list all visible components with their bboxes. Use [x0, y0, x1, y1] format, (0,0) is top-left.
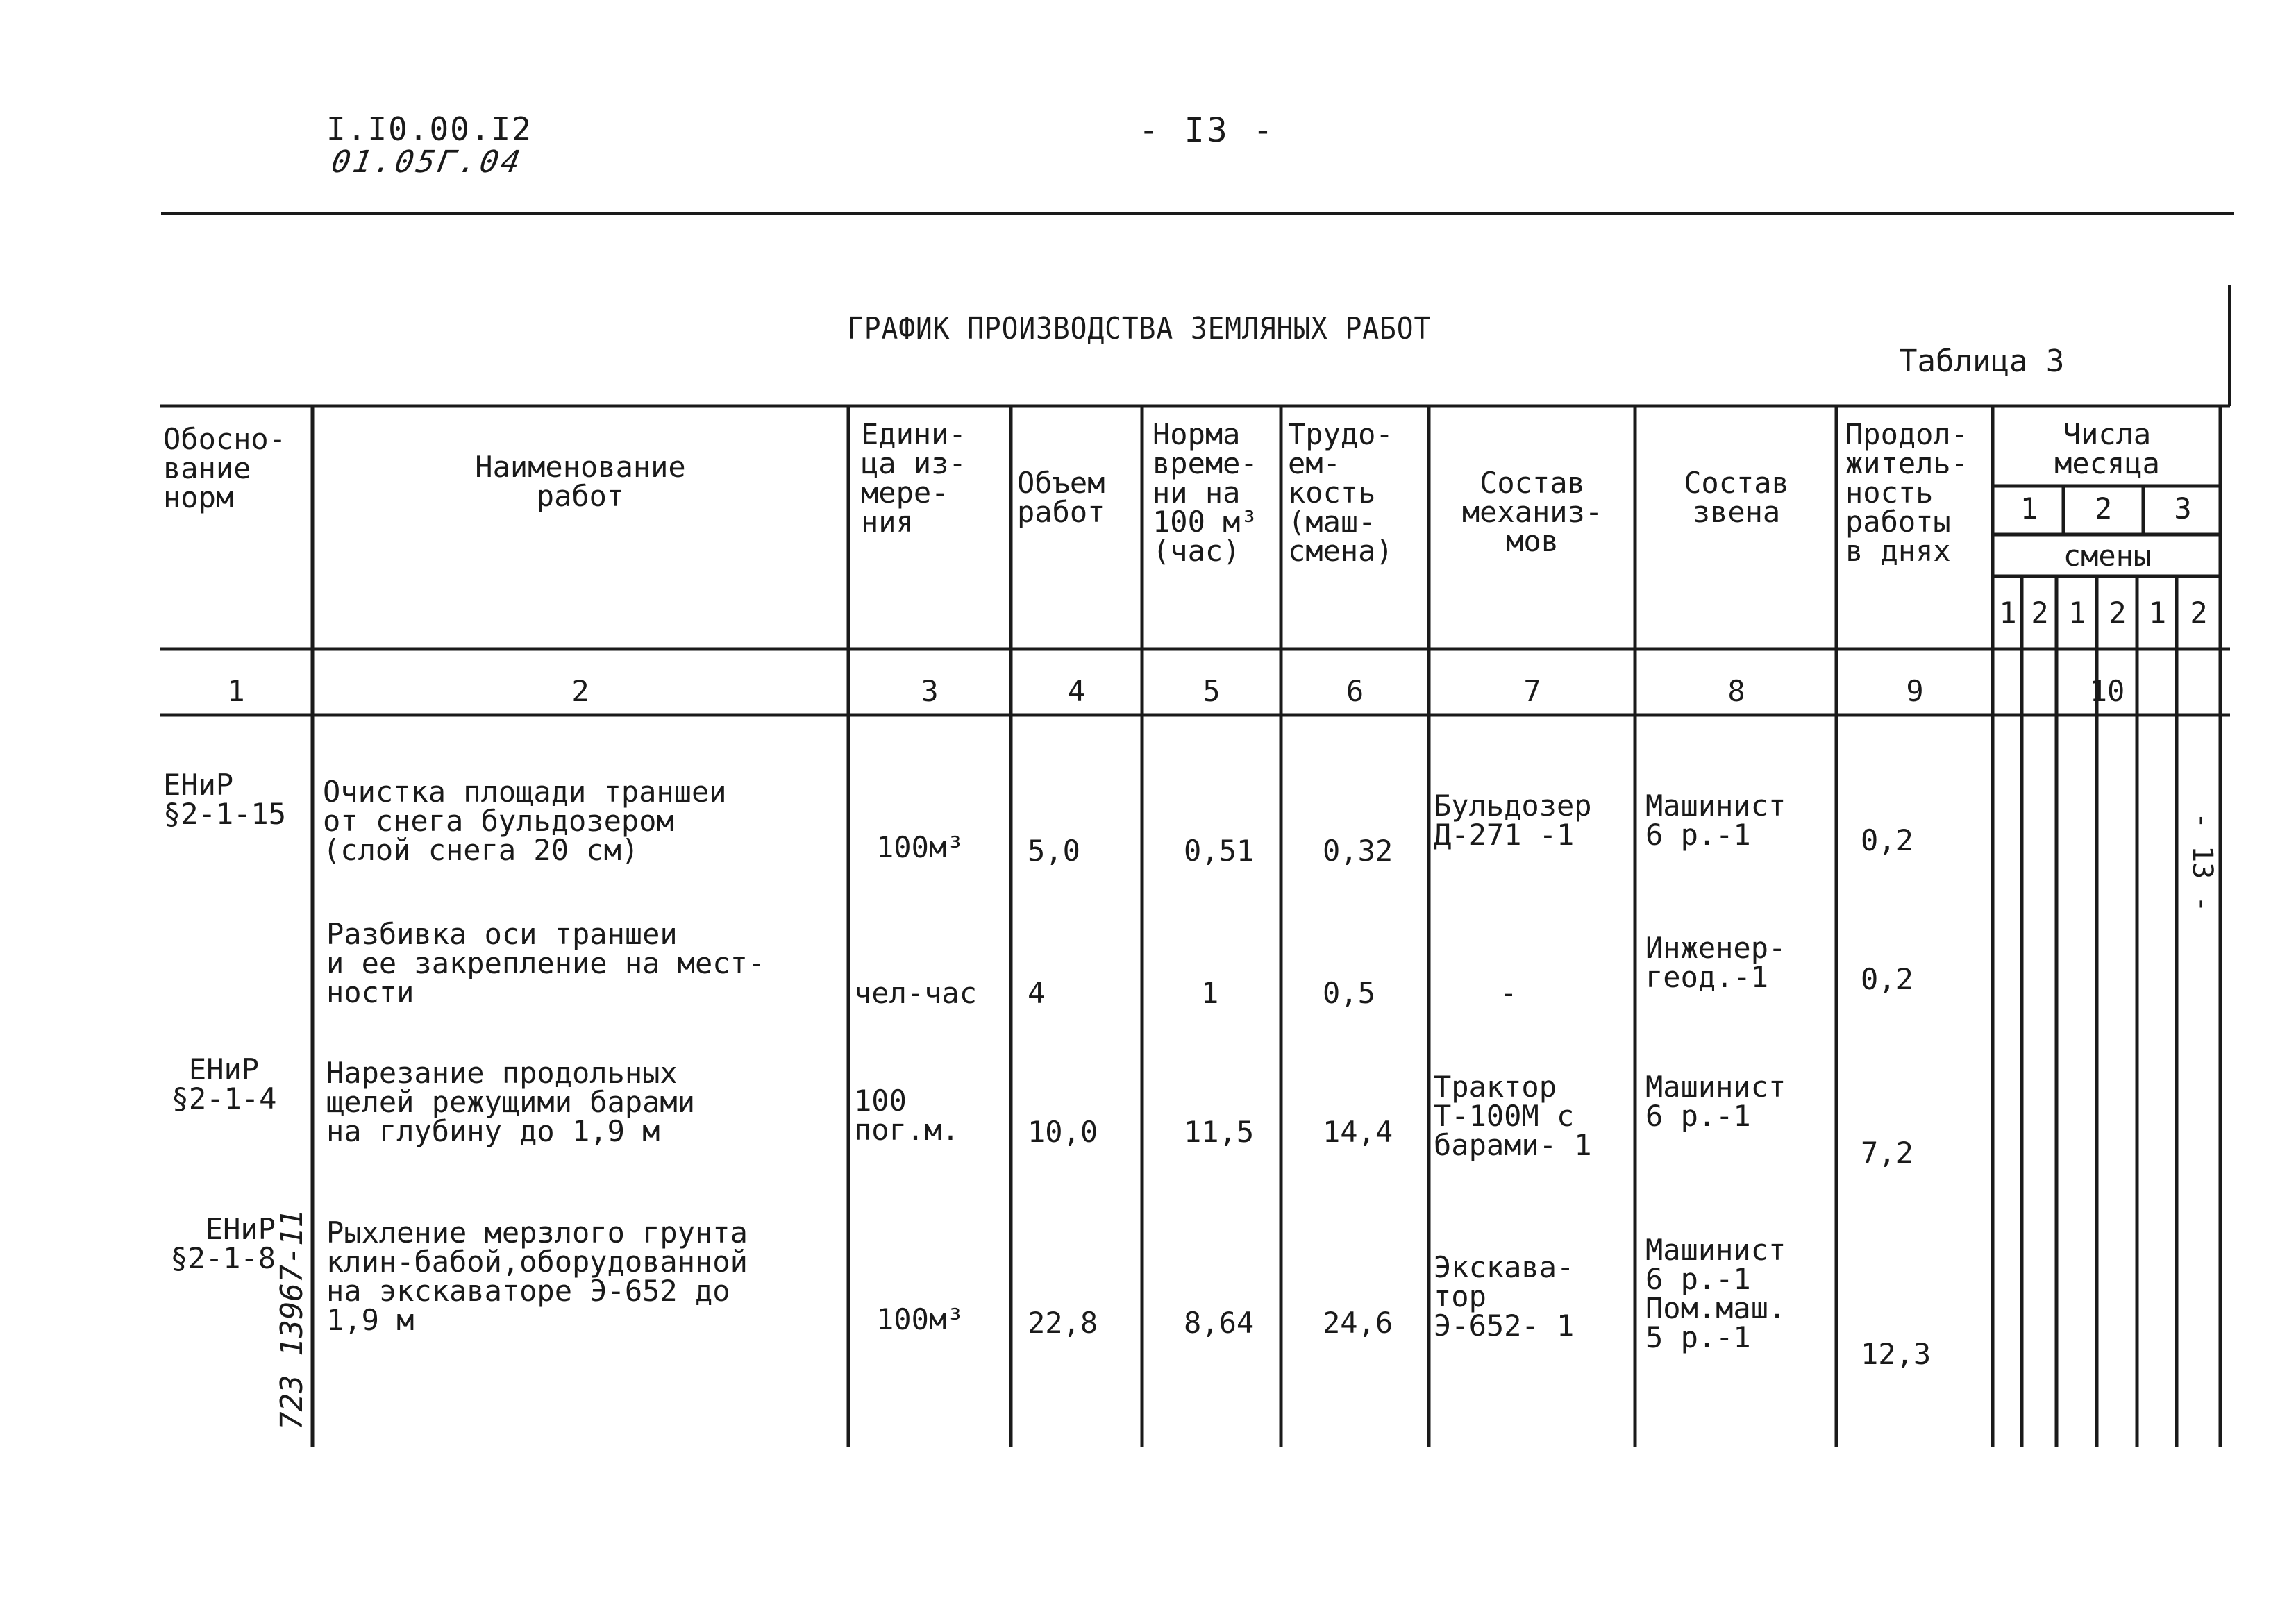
shift-1-2: 2 — [2031, 596, 2049, 630]
row1-machines: Бульдозер Д-271 -1 — [1434, 789, 1592, 852]
header-machines: Состав механиз- мов — [1461, 466, 1603, 558]
margin-page-number: - 13 - — [2186, 812, 2218, 913]
header-labor: Трудо- ем- кость (маш- смена) — [1288, 417, 1393, 568]
header-duration: Продол- житель- ность работы в днях — [1845, 417, 1969, 568]
row4-duration: 12,3 — [1861, 1337, 1932, 1371]
row4-basis: ЕНиР §2-1-8 — [170, 1212, 276, 1275]
right-margin-rule — [2228, 285, 2231, 406]
row1-duration: 0,2 — [1861, 823, 1913, 857]
column-number-1: 1 — [227, 674, 245, 708]
row2-duration: 0,2 — [1861, 962, 1913, 996]
handwritten-code: 01.05Г.04 — [328, 144, 526, 180]
row4-name: Рыхление мерзлого грунта клин-бабой,оборудованной на экскаваторе Э-652 до 1,9 м — [326, 1216, 748, 1337]
row4-norm: 8,64 — [1184, 1306, 1255, 1340]
row2-unit: чел-час — [854, 976, 978, 1010]
column-number-2: 2 — [571, 674, 589, 708]
row3-basis: ЕНиР §2-1-4 — [171, 1052, 277, 1116]
shifts-label: смены — [2063, 539, 2152, 573]
row1-unit: 100м³ — [876, 830, 964, 864]
table-label: Таблица 3 — [1899, 344, 2065, 379]
header-month-days: Числа месяца — [2054, 417, 2160, 480]
day-2: 2 — [2094, 491, 2113, 525]
row3-unit: 100 пог.м. — [854, 1084, 960, 1147]
row1-norm: 0,51 — [1184, 834, 1255, 868]
row3-labor: 14,4 — [1323, 1115, 1393, 1149]
header-time-norm: Норма време- ни на 100 м³ (час) — [1153, 417, 1258, 568]
column-number-8: 8 — [1727, 674, 1745, 708]
margin-stamp: 723 13967-11 — [274, 1209, 310, 1430]
row3-norm: 11,5 — [1184, 1115, 1255, 1149]
row1-crew: Машинист 6 р.-1 — [1645, 789, 1786, 852]
row3-name: Нарезание продольных щелей режущими барами на глубину до 1,9 м — [326, 1056, 696, 1148]
row2-crew: Инженер- геод.-1 — [1645, 931, 1786, 994]
row3-volume: 10,0 — [1028, 1115, 1098, 1149]
shift-3-1: 1 — [2148, 596, 2167, 630]
column-number-5: 5 — [1203, 674, 1221, 708]
column-number-9: 9 — [1906, 674, 1924, 708]
row4-unit: 100м³ — [876, 1302, 964, 1336]
shift-3-2: 2 — [2190, 596, 2208, 630]
row2-volume: 4 — [1028, 976, 1046, 1010]
shift-1-1: 1 — [1999, 596, 2017, 630]
header-rule — [161, 212, 2234, 215]
header-work-name: Наименование работ — [475, 450, 686, 513]
header-basis: Обосно- вание норм — [163, 422, 287, 514]
row2-norm: 1 — [1201, 976, 1219, 1010]
row4-crew: Машинист 6 р.-1 Пом.маш. 5 р.-1 — [1645, 1233, 1786, 1354]
row4-labor: 24,6 — [1323, 1306, 1393, 1340]
row4-volume: 22,8 — [1028, 1306, 1098, 1340]
row2-name: Разбивка оси траншеи и ее закрепление на мест- ности — [326, 917, 766, 1009]
row1-name: Очистка площади траншеи от снега бульдозером (слой снега 20 см) — [323, 775, 727, 867]
column-number-7: 7 — [1523, 674, 1541, 708]
row1-basis: ЕНиР §2-1-15 — [163, 768, 287, 831]
day-1: 1 — [2020, 491, 2038, 525]
document-title: ГРАФИК ПРОИЗВОДСТВА ЗЕМЛЯНЫХ РАБОТ — [847, 311, 1432, 346]
shift-2-2: 2 — [2109, 596, 2127, 630]
header-crew: Состав звена — [1684, 466, 1789, 529]
page-number: - I3 - — [1139, 111, 1276, 150]
row3-machines: Трактор Т-100М с барами- 1 — [1434, 1070, 1592, 1162]
column-number-6: 6 — [1346, 674, 1364, 708]
row1-labor: 0,32 — [1323, 834, 1393, 868]
column-number-10: 10 — [2089, 674, 2125, 708]
column-number-3: 3 — [921, 674, 939, 708]
header-volume: Объем работ — [1017, 466, 1105, 529]
header-unit: Едини- ца из- мере- ния — [861, 417, 966, 539]
day-3: 3 — [2174, 491, 2192, 525]
row3-duration: 7,2 — [1861, 1136, 1913, 1170]
column-number-4: 4 — [1067, 674, 1086, 708]
row2-machines: - — [1500, 976, 1518, 1010]
shift-2-1: 1 — [2068, 596, 2086, 630]
row1-volume: 5,0 — [1028, 834, 1080, 868]
row2-labor: 0,5 — [1323, 976, 1375, 1010]
document-code: I.I0.00.I2 — [326, 110, 533, 148]
row4-machines: Экскава- тор Э-652- 1 — [1434, 1250, 1575, 1343]
row3-crew: Машинист 6 р.-1 — [1645, 1070, 1786, 1133]
